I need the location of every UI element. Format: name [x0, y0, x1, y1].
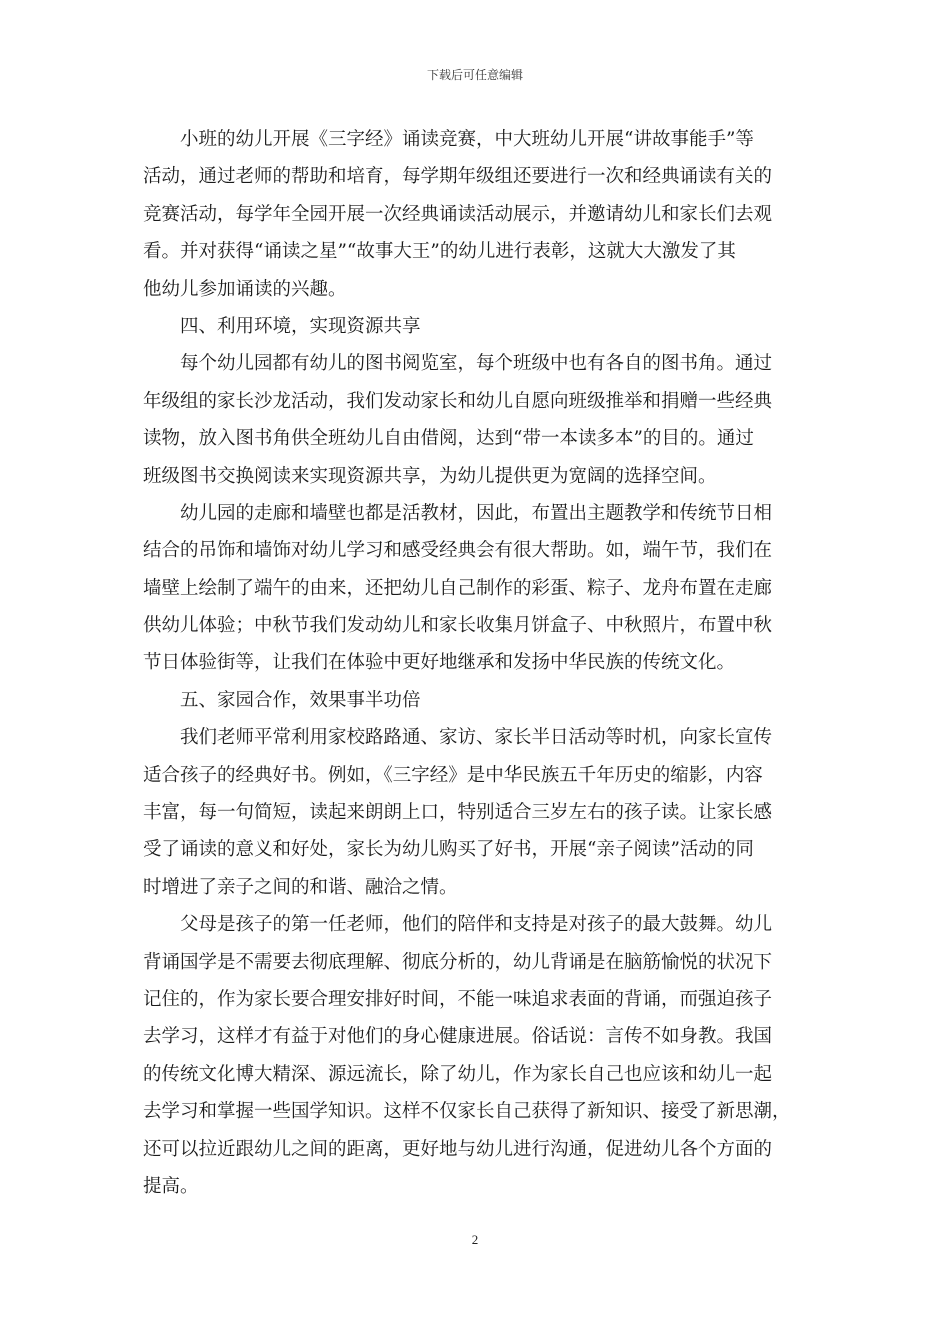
section-heading: 五、家园合作，效果事半功倍 [180, 689, 421, 711]
text-line: 适合孩子的经典好书。例如，《三字经》是中华民族五千年历史的缩影，内容 [143, 764, 763, 786]
text-line: 背诵国学是不需要去彻底理解、彻底分析的，幼儿背诵是在脑筋愉悦的状况下 [143, 951, 773, 973]
section-heading: 四、利用环境，实现资源共享 [180, 315, 421, 337]
text-line: 幼儿园的走廊和墙壁也都是活教材，因此，布置出主题教学和传统节日相 [180, 502, 773, 524]
text-line: 提高。 [143, 1175, 199, 1197]
page-number: 2 [471, 1232, 479, 1247]
text-line: 结合的吊饰和墙饰对幼儿学习和感受经典会有很大帮助。如，端午节，我们在 [143, 540, 773, 562]
text-line: 竞赛活动，每学年全园开展一次经典诵读活动展示，并邀请幼儿和家长们去观 [143, 203, 773, 225]
text-line: 年级组的家长沙龙活动，我们发动家长和幼儿自愿向班级推举和捐赠一些经典 [143, 390, 773, 412]
text-line: 他幼儿参加诵读的兴趣。 [143, 278, 347, 300]
text-line: 节日体验街等，让我们在体验中更好地继承和发扬中华民族的传统文化。 [143, 652, 736, 674]
text-line: 小班的幼儿开展《三字经》诵读竞赛，中大班幼儿开展“讲故事能手”等 [180, 129, 754, 150]
text-line: 去学习，这样才有益于对他们的身心健康进展。俗话说：言传不如身教。我国 [143, 1026, 773, 1048]
text-line: 去学习和掌握一些国学知识。这样不仅家长自己获得了新知识、接受了新思潮， [143, 1101, 791, 1123]
text-line: 墙壁上绘制了端午的由来，还把幼儿自己制作的彩蛋、粽子、龙舟布置在走廊 [143, 577, 773, 599]
text-line: 还可以拉近跟幼儿之间的距离，更好地与幼儿进行沟通，促进幼儿各个方面的 [143, 1138, 773, 1160]
text-line: 读物，放入图书角供全班幼儿自由借阅，达到“带一本读多本”的目的。通过 [143, 428, 754, 450]
text-line: 记住的，作为家长要合理安排好时间，不能一味追求表面的背诵，而强迫孩子 [143, 988, 773, 1010]
text-line: 看。并对获得“诵读之星”“故事大王”的幼儿进行表彰，这就大大激发了其 [143, 241, 736, 263]
text-line: 我们老师平常利用家校路路通、家访、家长半日活动等时机，向家长宣传 [180, 727, 773, 749]
text-line: 受了诵读的意义和好处，家长为幼儿购买了好书，开展“亲子阅读”活动的同 [143, 839, 754, 861]
text-line: 活动，通过老师的帮助和培育，每学期年级组还要进行一次和经典诵读有关的 [143, 166, 773, 188]
text-line: 的传统文化博大精深、源远流长，除了幼儿，作为家长自己也应该和幼儿一起 [143, 1063, 773, 1085]
text-line: 每个幼儿园都有幼儿的图书阅览室，每个班级中也有各自的图书角。通过 [180, 353, 773, 375]
text-line: 供幼儿体验；中秋节我们发动幼儿和家长收集月饼盒子、中秋照片，布置中秋 [143, 615, 773, 637]
text-line: 班级图书交换阅读来实现资源共享，为幼儿提供更为宽阔的选择空间。 [143, 465, 717, 487]
text-line: 丰富，每一句简短，读起来朗朗上口，特别适合三岁左右的孩子读。让家长感 [143, 802, 773, 824]
document-body [143, 121, 809, 1205]
text-line: 父母是孩子的第一任老师，他们的陪伴和支持是对孩子的最大鼓舞。幼儿 [180, 914, 773, 936]
text-line: 时增进了亲子之间的和谐、融洽之情。 [143, 876, 458, 898]
page-header: 下载后可任意编辑 [426, 68, 523, 82]
